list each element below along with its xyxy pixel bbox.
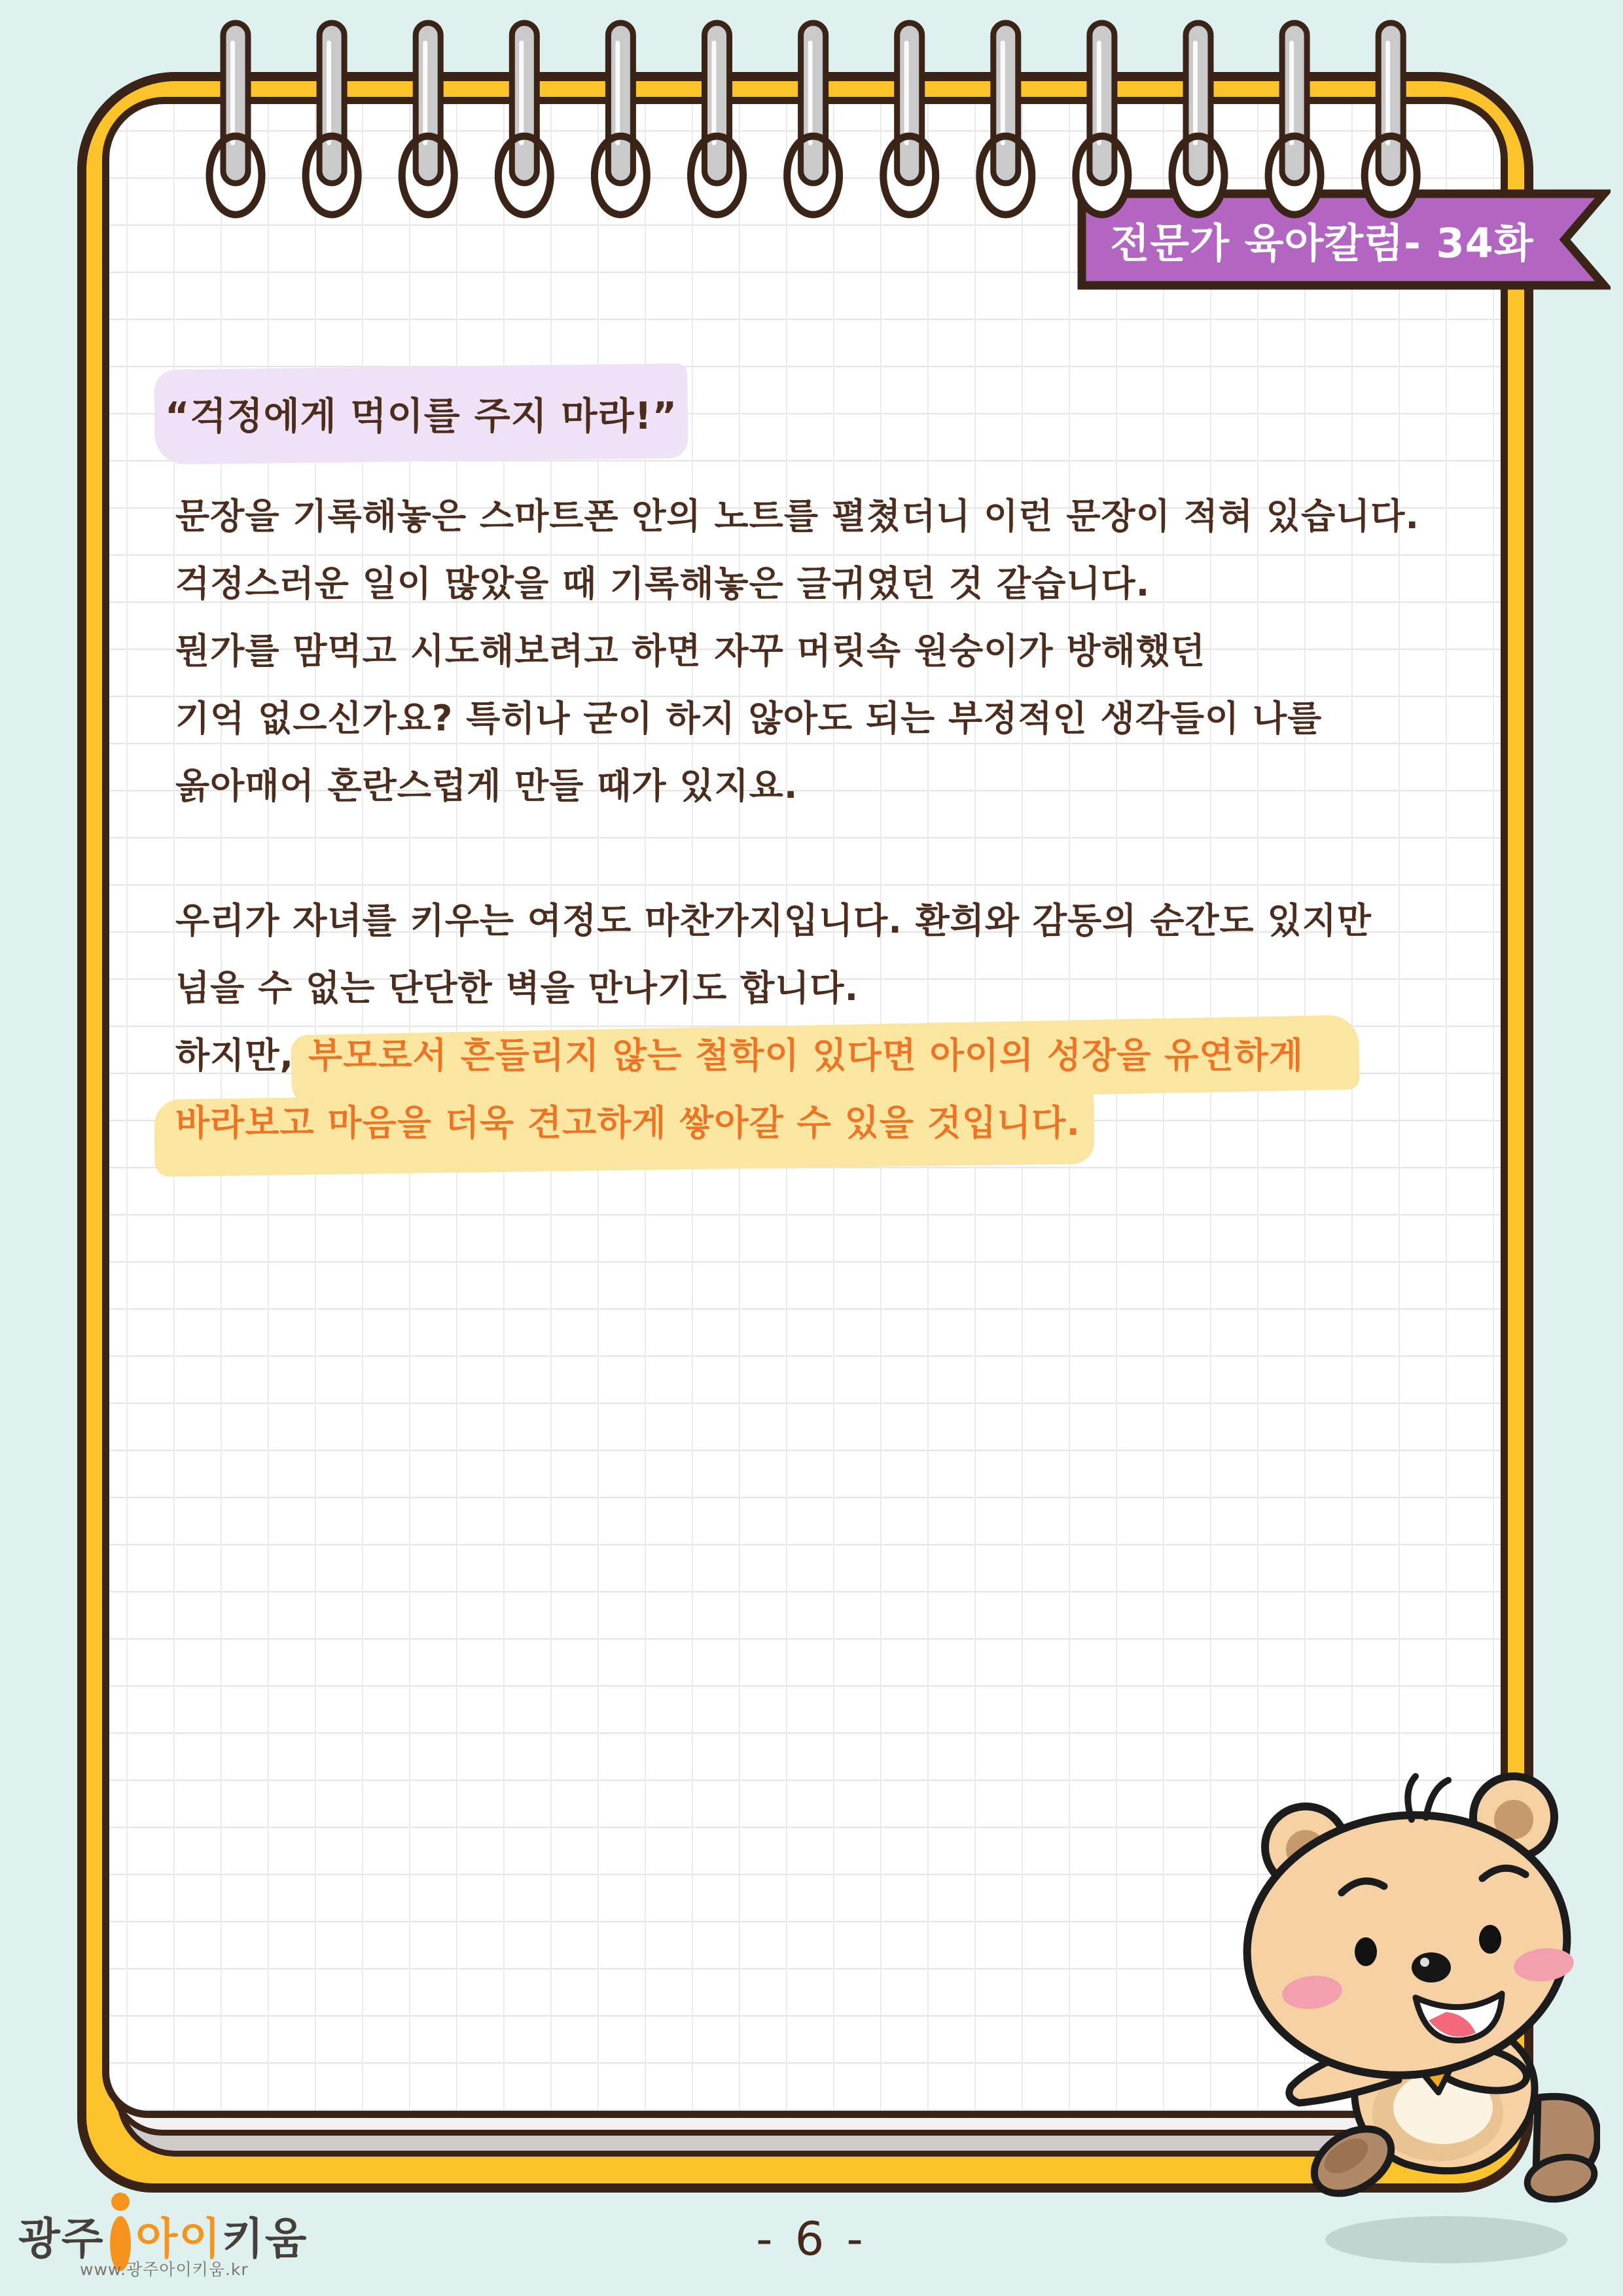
logo-text-kium: 키움 bbox=[222, 2213, 308, 2264]
spiral-ring bbox=[1076, 23, 1128, 215]
logo-text-gwangju: 광주 bbox=[18, 2213, 105, 2264]
spiral-ring bbox=[209, 23, 262, 215]
emphasis-line-2: 바라보고 마음을 더욱 견고하게 쌓아갈 수 있을 것입니다. bbox=[175, 1102, 1080, 1143]
spiral-binding bbox=[0, 0, 1623, 249]
banner-title: 전문가 육아칼럼- 34화 bbox=[1110, 219, 1534, 267]
spiral-ring bbox=[1268, 23, 1321, 215]
spiral-ring bbox=[787, 23, 840, 215]
spiral-ring bbox=[1364, 23, 1417, 215]
emphasis-line-1 bbox=[175, 1035, 1304, 1076]
text-line: 기억 없으신가요? 특히나 굳이 하지 않아도 되는 부정적인 생각들이 나를 bbox=[175, 698, 1323, 739]
text-line: 넘을 수 없는 단단한 벽을 만나기도 합니다. bbox=[175, 967, 859, 1009]
logo-text-ai: 아이 bbox=[135, 2213, 223, 2264]
emphasis-text: 부모로서 흔들리지 않는 철학이 있다면 아이의 성장을 유연하게 bbox=[308, 1035, 1304, 1076]
quote-line: “걱정에게 먹이를 주지 마라!” bbox=[165, 395, 678, 438]
spiral-ring bbox=[980, 23, 1032, 215]
spiral-ring bbox=[691, 23, 743, 215]
spiral-ring bbox=[594, 23, 647, 215]
spiral-ring bbox=[402, 23, 454, 215]
page-number: - 6 - bbox=[756, 2212, 867, 2266]
text-line: 우리가 자녀를 키우는 여정도 마찬가지입니다. 환희와 감동의 순간도 있지만 bbox=[175, 900, 1372, 941]
spiral-ring bbox=[498, 23, 550, 215]
logo-url: www.광주아이키움.kr bbox=[80, 2260, 249, 2279]
text-line: 뭔가를 맘먹고 시도해보려고 하면 자꾸 머릿속 원숭이가 방해했던 bbox=[175, 630, 1206, 672]
spiral-ring bbox=[883, 23, 936, 215]
text-line: 문장을 기록해놓은 스마트폰 안의 노트를 펼쳤더니 이런 문장이 적혀 있습니다. bbox=[175, 495, 1419, 537]
text-line: 옭아매어 혼란스럽게 만들 때가 있지요. bbox=[175, 765, 798, 806]
spiral-ring bbox=[306, 23, 358, 215]
text-line: 걱정스러운 일이 많았을 때 기록해놓은 글귀였던 것 같습니다. bbox=[175, 563, 1150, 604]
emphasis-prefix: 하지만, bbox=[175, 1035, 294, 1076]
spiral-ring bbox=[1172, 23, 1224, 215]
bear-mascot bbox=[1207, 1741, 1600, 2238]
